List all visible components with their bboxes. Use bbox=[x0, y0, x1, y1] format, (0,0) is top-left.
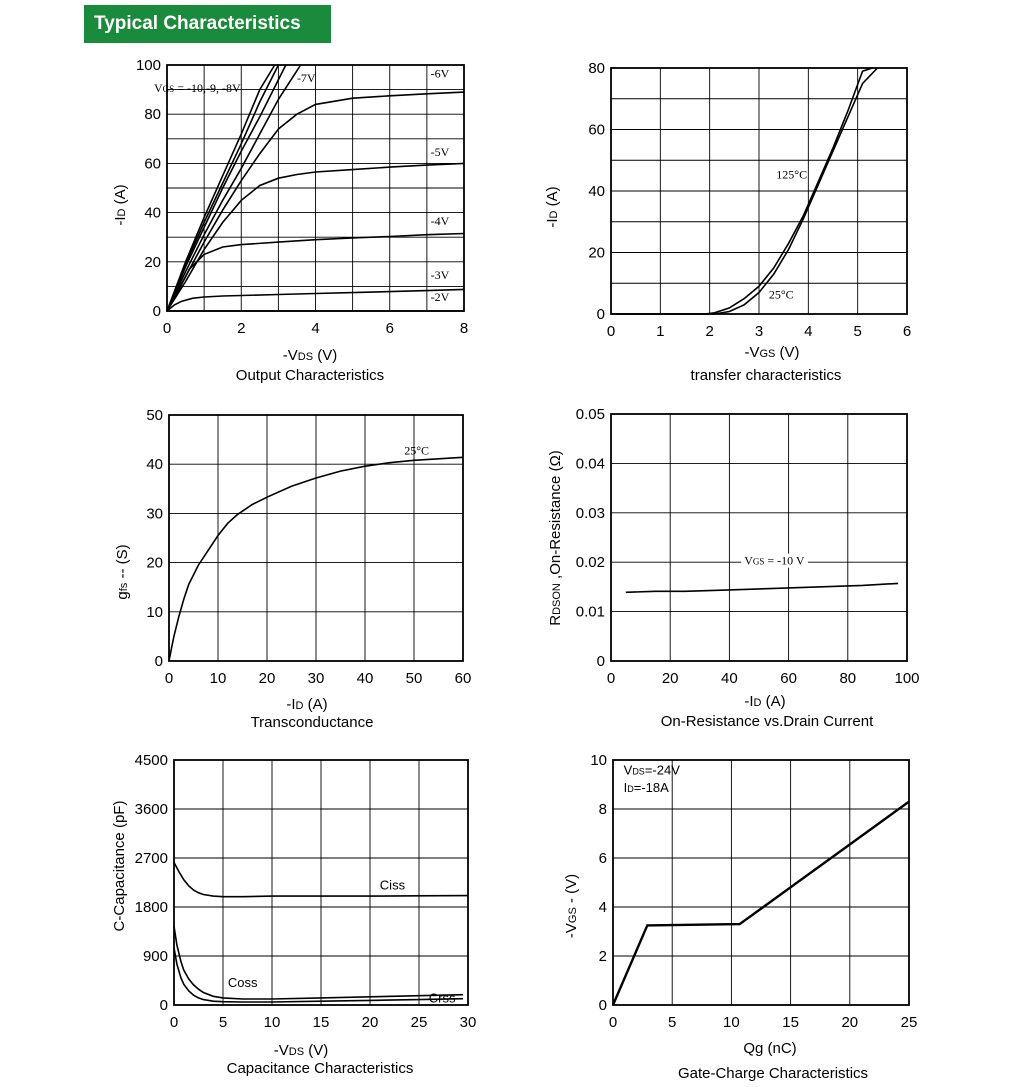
x-tick-label: 0 bbox=[162, 320, 172, 337]
annotation-label: -3V bbox=[430, 268, 450, 283]
x-axis-label: -ID (A) bbox=[286, 696, 328, 713]
x-tick-label: 40 bbox=[356, 670, 374, 687]
x-tick-label: 25 bbox=[410, 1014, 428, 1031]
capacitance-chart bbox=[111, 752, 476, 1077]
chart-title: Capacitance Characteristics bbox=[226, 1060, 414, 1077]
y-axis-label-group bbox=[547, 450, 564, 626]
chart-title: transfer characteristics bbox=[690, 367, 842, 384]
x-tick-label: 60 bbox=[780, 670, 797, 687]
y-tick-label: 40 bbox=[588, 183, 605, 200]
y-axis-label: -ID (A) bbox=[544, 186, 561, 228]
y-tick-label: 0 bbox=[154, 653, 163, 670]
x-tick-label: 1 bbox=[656, 323, 665, 340]
plot-frame bbox=[611, 414, 907, 661]
annotation-label: VGS = -10,-9, -8V bbox=[154, 81, 241, 96]
y-tick-label: 60 bbox=[588, 121, 605, 139]
annotation-label: VGS = -10 V bbox=[744, 553, 805, 568]
y-axis-label: C-Capacitance (pF) bbox=[111, 800, 128, 932]
y-tick-label: 0 bbox=[596, 653, 605, 670]
annotation-label: -4V bbox=[430, 213, 450, 228]
x-tick-label: 10 bbox=[209, 670, 227, 687]
y-tick-label: 4500 bbox=[134, 752, 168, 769]
annotation-label: -5V bbox=[430, 145, 450, 160]
annotation-label: Crss bbox=[428, 990, 456, 1006]
onresistance-chart bbox=[547, 406, 920, 730]
x-tick-label: 4 bbox=[311, 320, 320, 337]
annotation-label: -7V bbox=[296, 71, 316, 86]
y-tick-label: 50 bbox=[146, 407, 163, 424]
x-tick-label: 30 bbox=[307, 670, 325, 687]
x-tick-label: 0 bbox=[608, 1014, 618, 1031]
y-tick-label: 0.01 bbox=[575, 603, 605, 621]
x-tick-label: 50 bbox=[405, 670, 423, 687]
y-tick-label: 0.05 bbox=[575, 406, 605, 423]
x-tick-label: 40 bbox=[721, 670, 738, 687]
x-axis-label: Qg (nC) bbox=[743, 1040, 797, 1057]
x-axis-label: -ID (A) bbox=[744, 693, 786, 710]
y-tick-label: 900 bbox=[142, 948, 168, 965]
y-tick-label: 6 bbox=[598, 850, 607, 867]
section-title: Typical Characteristics bbox=[94, 13, 301, 34]
x-tick-label: 0 bbox=[164, 670, 174, 687]
y-axis-label: RDSON ,On-Resistance (Ω) bbox=[547, 450, 564, 626]
annotation-label: 125°C bbox=[776, 167, 808, 182]
x-tick-label: 2 bbox=[237, 320, 246, 337]
x-axis-label: -VDS (V) bbox=[282, 347, 338, 364]
y-tick-label: 0.04 bbox=[575, 455, 605, 473]
y-tick-label: 100 bbox=[135, 57, 161, 74]
x-tick-label: 20 bbox=[361, 1014, 379, 1031]
transfer-chart bbox=[544, 60, 911, 384]
annotation-label: 25°C bbox=[404, 443, 430, 458]
y-tick-label: 80 bbox=[588, 60, 605, 77]
x-tick-label: 2 bbox=[705, 323, 714, 340]
y-tick-label: 30 bbox=[146, 505, 163, 523]
x-tick-label: 30 bbox=[459, 1014, 477, 1031]
y-tick-label: 0 bbox=[159, 997, 168, 1014]
gatecharge-chart bbox=[563, 752, 917, 1082]
y-axis-label-group bbox=[111, 801, 128, 932]
x-tick-label: 5 bbox=[218, 1014, 228, 1031]
x-tick-label: 5 bbox=[668, 1014, 677, 1031]
x-tick-label: 20 bbox=[661, 670, 679, 687]
y-tick-label: 2700 bbox=[134, 850, 168, 867]
transconductance-chart bbox=[114, 407, 471, 731]
y-tick-label: 40 bbox=[144, 204, 161, 222]
x-tick-label: 100 bbox=[894, 670, 920, 687]
chart-title: Output Characteristics bbox=[235, 367, 385, 384]
y-tick-label: 2 bbox=[598, 948, 607, 965]
y-tick-label: 0.03 bbox=[575, 504, 605, 522]
series-line bbox=[174, 926, 463, 999]
y-axis-label-group bbox=[114, 544, 131, 599]
y-axis-label: gfs -- (S) bbox=[114, 544, 131, 600]
x-tick-label: 15 bbox=[312, 1014, 330, 1031]
y-tick-label: 20 bbox=[144, 253, 161, 271]
x-tick-label: 6 bbox=[385, 320, 394, 337]
x-tick-label: 8 bbox=[459, 320, 469, 337]
output-chart bbox=[112, 57, 468, 384]
x-tick-label: 6 bbox=[902, 323, 912, 340]
x-axis-label: -VDS (V) bbox=[273, 1042, 329, 1059]
x-tick-label: 0 bbox=[169, 1014, 179, 1031]
chart-title: Transconductance bbox=[250, 714, 374, 731]
y-tick-label: 1800 bbox=[134, 899, 168, 916]
x-tick-label: 20 bbox=[841, 1014, 859, 1031]
annotation-label: 25°C bbox=[768, 287, 794, 302]
y-tick-label: 0 bbox=[596, 306, 605, 323]
y-tick-label: 0 bbox=[598, 997, 607, 1014]
x-tick-label: 3 bbox=[754, 323, 764, 340]
annotation-label: ID=-18A bbox=[623, 779, 669, 795]
series-line bbox=[613, 802, 909, 1005]
y-axis-label-group bbox=[563, 874, 580, 938]
y-tick-label: 40 bbox=[146, 456, 163, 474]
y-axis-label-group bbox=[112, 184, 129, 225]
y-tick-label: 80 bbox=[144, 106, 161, 124]
plot-frame bbox=[613, 760, 909, 1005]
y-tick-label: 8 bbox=[598, 801, 607, 818]
y-tick-label: 10 bbox=[590, 752, 607, 769]
x-tick-label: 0 bbox=[606, 670, 616, 687]
x-tick-label: 20 bbox=[258, 670, 276, 687]
x-tick-label: 10 bbox=[263, 1014, 281, 1031]
x-tick-label: 0 bbox=[606, 323, 616, 340]
annotation-label: Coss bbox=[227, 975, 258, 991]
y-tick-label: 3600 bbox=[134, 801, 168, 818]
y-tick-label: 20 bbox=[588, 244, 605, 262]
x-tick-label: 4 bbox=[804, 323, 813, 340]
x-tick-label: 10 bbox=[723, 1014, 740, 1031]
y-tick-label: 4 bbox=[598, 899, 607, 916]
x-tick-label: 15 bbox=[782, 1014, 799, 1031]
y-axis-label: -ID (A) bbox=[112, 184, 129, 226]
x-tick-label: 80 bbox=[839, 670, 857, 687]
chart-title: On-Resistance vs.Drain Current bbox=[660, 713, 874, 730]
x-tick-label: 25 bbox=[900, 1014, 918, 1031]
y-tick-label: 20 bbox=[146, 554, 163, 572]
x-tick-label: 5 bbox=[853, 323, 862, 340]
y-axis-label: -VGS - (V) bbox=[563, 873, 580, 939]
y-tick-label: 60 bbox=[144, 155, 161, 173]
annotation-label: VDS=-24V bbox=[623, 762, 680, 778]
chart-title: Gate-Charge Characteristics bbox=[677, 1065, 869, 1082]
y-axis-label-group bbox=[544, 186, 561, 227]
annotation-label: Ciss bbox=[379, 877, 406, 893]
x-tick-label: 60 bbox=[454, 670, 472, 687]
y-tick-label: 0.02 bbox=[575, 554, 605, 572]
y-tick-label: 10 bbox=[146, 603, 163, 621]
series-line bbox=[626, 583, 898, 592]
x-axis-label: -VGS (V) bbox=[744, 344, 800, 361]
annotation-label: -2V bbox=[430, 290, 450, 305]
annotation-label: -6V bbox=[430, 66, 450, 81]
y-tick-label: 0 bbox=[152, 303, 161, 320]
